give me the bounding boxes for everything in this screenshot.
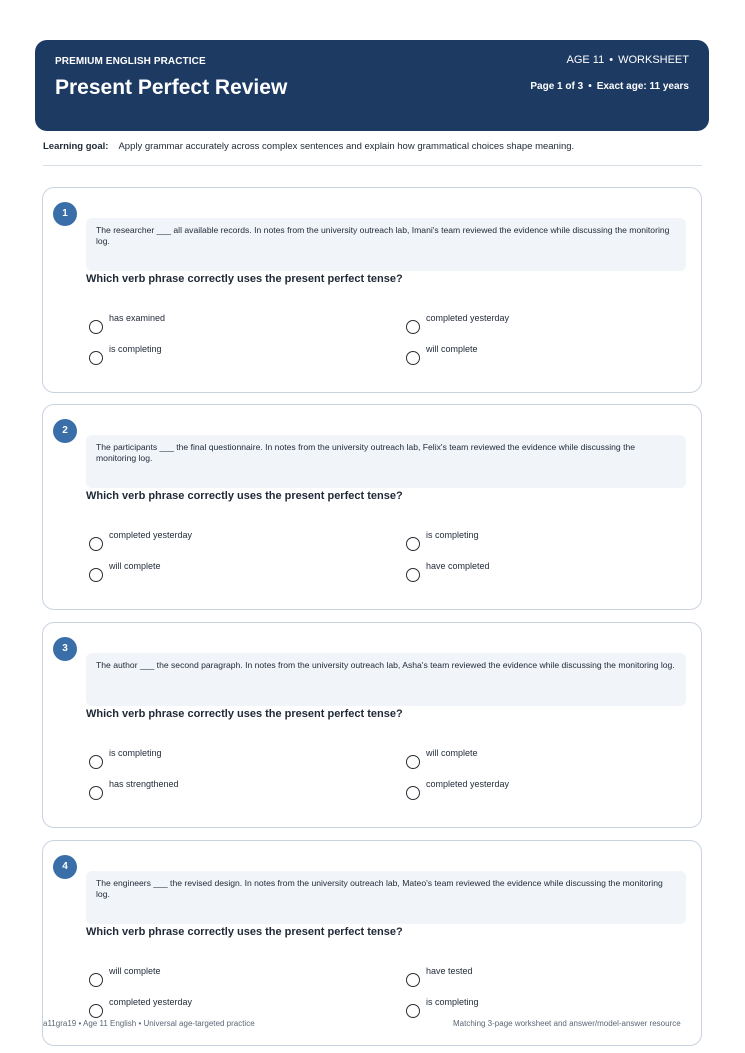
worksheet-type-label: WORKSHEET [618, 54, 689, 66]
question-stem: The participants ___ the final questionnaire. In notes from the university outreach lab, Felix's team reviewed the evidence while discussing the monitoring log. [86, 435, 686, 488]
question-card [42, 187, 702, 393]
answer-option-label: has examined [109, 313, 166, 323]
answer-option-label: is completing [426, 997, 479, 1007]
answer-option[interactable] [406, 313, 676, 333]
answer-option-label: completed yesterday [109, 997, 193, 1007]
learning-goal-label: Learning goal: [43, 141, 109, 152]
learning-goal [43, 141, 702, 152]
question-card [42, 840, 702, 1046]
radio-button[interactable] [89, 568, 103, 582]
radio-button[interactable] [89, 755, 103, 769]
brand-label: PREMIUM ENGLISH PRACTICE [55, 56, 206, 67]
radio-button[interactable] [406, 755, 420, 769]
answer-option[interactable] [406, 748, 676, 768]
radio-button[interactable] [89, 786, 103, 800]
radio-button[interactable] [406, 1004, 420, 1018]
answer-option[interactable] [89, 966, 359, 986]
answer-option-label: will complete [426, 344, 478, 354]
page-title: Present Perfect Review [55, 76, 288, 99]
answer-option-label: will complete [109, 561, 161, 571]
question-prompt: Which verb phrase correctly uses the present perfect tense? [86, 273, 403, 285]
radio-button[interactable] [89, 320, 103, 334]
question-number-badge: 2 [53, 419, 77, 443]
answer-option[interactable] [406, 779, 676, 799]
page-info [530, 81, 689, 92]
question-number-badge: 1 [53, 202, 77, 226]
question-stem: The engineers ___ the revised design. In notes from the university outreach lab, Mateo's team reviewed the evidence while discussing the monitoring log. [86, 871, 686, 924]
answer-option[interactable] [406, 530, 676, 550]
answer-option[interactable] [89, 997, 359, 1017]
answer-option[interactable] [89, 344, 359, 364]
question-number-badge: 4 [53, 855, 77, 879]
answer-option[interactable] [89, 779, 359, 799]
answer-option-label: have completed [426, 561, 490, 571]
separator-dot: • [588, 81, 592, 92]
radio-button[interactable] [406, 568, 420, 582]
exact-age: Exact age: 11 years [596, 81, 689, 92]
answer-option[interactable] [89, 561, 359, 581]
answer-option[interactable] [406, 997, 676, 1017]
answer-option-label: is completing [426, 530, 479, 540]
radio-button[interactable] [406, 537, 420, 551]
footer-right: Matching 3-page worksheet and answer/model-answer resource [453, 1019, 681, 1028]
separator-dot: • [609, 54, 614, 66]
age-label: AGE 11 [566, 54, 605, 66]
question-prompt: Which verb phrase correctly uses the present perfect tense? [86, 490, 403, 502]
footer-left: a11gra19 • Age 11 English • Universal age-targeted practice [43, 1019, 255, 1028]
answer-option-label: will complete [109, 966, 161, 976]
age-worksheet-label [567, 54, 689, 66]
radio-button[interactable] [406, 320, 420, 334]
question-stem: The researcher ___ all available records. In notes from the university outreach lab, Imani's team reviewed the evidence while discussing the monitoring log. [86, 218, 686, 271]
answer-option-label: completed yesterday [109, 530, 193, 540]
answer-option-label: completed yesterday [426, 779, 510, 789]
radio-button[interactable] [89, 1004, 103, 1018]
answer-option[interactable] [89, 748, 359, 768]
answer-option[interactable] [89, 313, 359, 333]
radio-button[interactable] [406, 351, 420, 365]
page-number: Page 1 of 3 [530, 81, 584, 92]
question-card [42, 404, 702, 610]
answer-option-label: have tested [426, 966, 473, 976]
radio-button[interactable] [89, 351, 103, 365]
answer-option-label: is completing [109, 748, 162, 758]
answer-option-label: completed yesterday [426, 313, 510, 323]
radio-button[interactable] [89, 537, 103, 551]
answer-option[interactable] [406, 561, 676, 581]
answer-option[interactable] [406, 344, 676, 364]
answer-option-label: has strengthened [109, 779, 179, 789]
radio-button[interactable] [89, 973, 103, 987]
worksheet-header [35, 40, 709, 131]
radio-button[interactable] [406, 786, 420, 800]
question-prompt: Which verb phrase correctly uses the present perfect tense? [86, 926, 403, 938]
answer-option-label: will complete [426, 748, 478, 758]
answer-option[interactable] [89, 530, 359, 550]
radio-button[interactable] [406, 973, 420, 987]
question-number-badge: 3 [53, 637, 77, 661]
question-card [42, 622, 702, 828]
answer-option-label: is completing [109, 344, 162, 354]
divider [43, 165, 702, 166]
answer-option[interactable] [406, 966, 676, 986]
question-prompt: Which verb phrase correctly uses the present perfect tense? [86, 708, 403, 720]
question-stem: The author ___ the second paragraph. In notes from the university outreach lab, Asha's team reviewed the evidence while discussing the monitoring log. [86, 653, 686, 706]
learning-goal-text: Apply grammar accurately across complex sentences and explain how grammatical choices shape meaning. [118, 141, 575, 152]
